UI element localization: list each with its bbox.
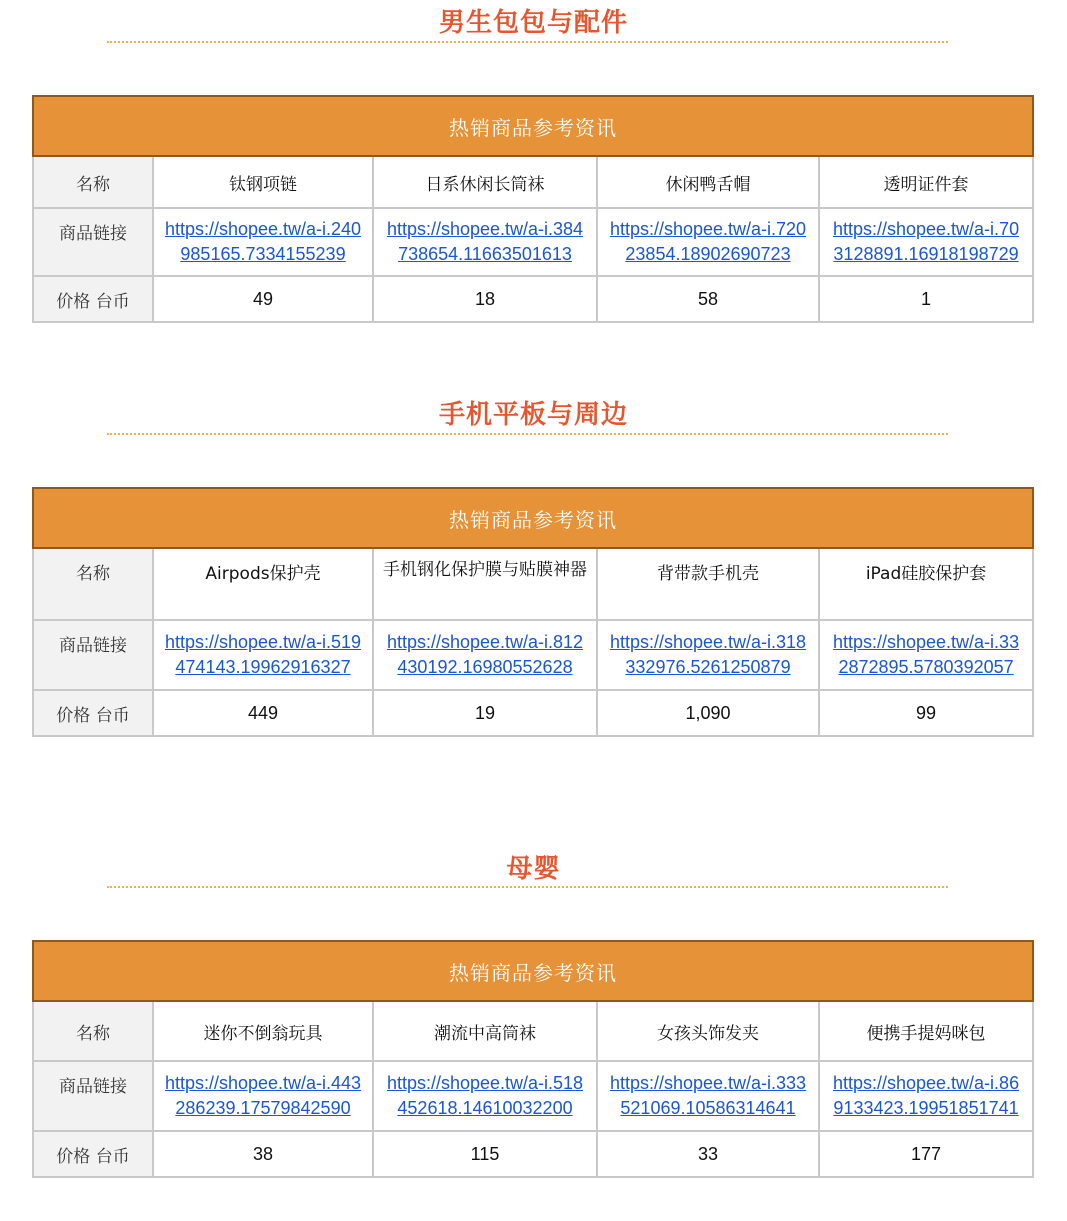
product-link[interactable]: https://shopee.tw/a-i.240985165.7334155239 xyxy=(164,219,362,264)
product-name: 日系休闲长筒袜 xyxy=(373,156,597,208)
product-name: 休闲鸭舌帽 xyxy=(597,156,819,208)
link-label: 商品链接 xyxy=(33,208,153,276)
product-link[interactable]: https://shopee.tw/a-i.384738654.11663501613 xyxy=(386,219,584,264)
product-price: 18 xyxy=(373,276,597,322)
link-label: 商品链接 xyxy=(33,1061,153,1131)
price-label: 价格 台币 xyxy=(33,1131,153,1177)
product-name: 手机钢化保护膜与贴膜神器 xyxy=(373,548,597,620)
title-divider xyxy=(107,41,948,43)
product-name: 钛钢项链 xyxy=(153,156,373,208)
product-price: 33 xyxy=(597,1131,819,1177)
name-label: 名称 xyxy=(33,156,153,208)
product-name: 透明证件套 xyxy=(819,156,1033,208)
table-header: 热销商品参考资讯 xyxy=(33,488,1033,548)
table-header: 热销商品参考资讯 xyxy=(33,96,1033,156)
name-label: 名称 xyxy=(33,548,153,620)
product-link[interactable]: https://shopee.tw/a-i.332872895.5780392057 xyxy=(832,632,1020,677)
section-title-bags: 男生包包与配件 xyxy=(438,8,628,38)
name-label: 名称 xyxy=(33,1001,153,1061)
product-link[interactable]: https://shopee.tw/a-i.869133423.19951851741 xyxy=(832,1073,1020,1118)
product-link[interactable]: https://shopee.tw/a-i.318332976.5261250879 xyxy=(609,632,807,677)
product-link[interactable]: https://shopee.tw/a-i.518452618.14610032200 xyxy=(386,1073,584,1118)
product-price: 1 xyxy=(819,276,1033,322)
product-name: 潮流中高筒袜 xyxy=(373,1001,597,1061)
product-link[interactable]: https://shopee.tw/a-i.519474143.19962916327 xyxy=(164,632,362,677)
product-table-phones xyxy=(32,487,1034,737)
product-price: 38 xyxy=(153,1131,373,1177)
product-price: 449 xyxy=(153,690,373,736)
product-price: 58 xyxy=(597,276,819,322)
title-divider xyxy=(107,433,948,435)
product-table-bags xyxy=(32,95,1034,323)
product-price: 19 xyxy=(373,690,597,736)
price-label: 价格 台币 xyxy=(33,276,153,322)
product-table-baby xyxy=(32,940,1034,1178)
product-name: Airpods保护壳 xyxy=(153,548,373,620)
product-link[interactable]: https://shopee.tw/a-i.703128891.16918198729 xyxy=(832,219,1020,264)
product-price: 177 xyxy=(819,1131,1033,1177)
product-name: 便携手提妈咪包 xyxy=(819,1001,1033,1061)
product-name: 迷你不倒翁玩具 xyxy=(153,1001,373,1061)
section-title-phones: 手机平板与周边 xyxy=(438,400,628,430)
title-divider xyxy=(107,886,948,888)
product-price: 49 xyxy=(153,276,373,322)
product-link[interactable]: https://shopee.tw/a-i.443286239.17579842590 xyxy=(164,1073,362,1118)
product-name: iPad硅胶保护套 xyxy=(819,548,1033,620)
product-price: 99 xyxy=(819,690,1033,736)
product-link[interactable]: https://shopee.tw/a-i.812430192.16980552628 xyxy=(386,632,584,677)
link-label: 商品链接 xyxy=(33,620,153,690)
table-header: 热销商品参考资讯 xyxy=(33,941,1033,1001)
product-link[interactable]: https://shopee.tw/a-i.72023854.18902690723 xyxy=(609,219,807,264)
product-price: 115 xyxy=(373,1131,597,1177)
product-link[interactable]: https://shopee.tw/a-i.333521069.10586314641 xyxy=(609,1073,807,1118)
product-name: 女孩头饰发夹 xyxy=(597,1001,819,1061)
product-name: 背带款手机壳 xyxy=(597,548,819,620)
product-price: 1,090 xyxy=(597,690,819,736)
price-label: 价格 台币 xyxy=(33,690,153,736)
section-title-baby: 母婴 xyxy=(506,854,561,884)
